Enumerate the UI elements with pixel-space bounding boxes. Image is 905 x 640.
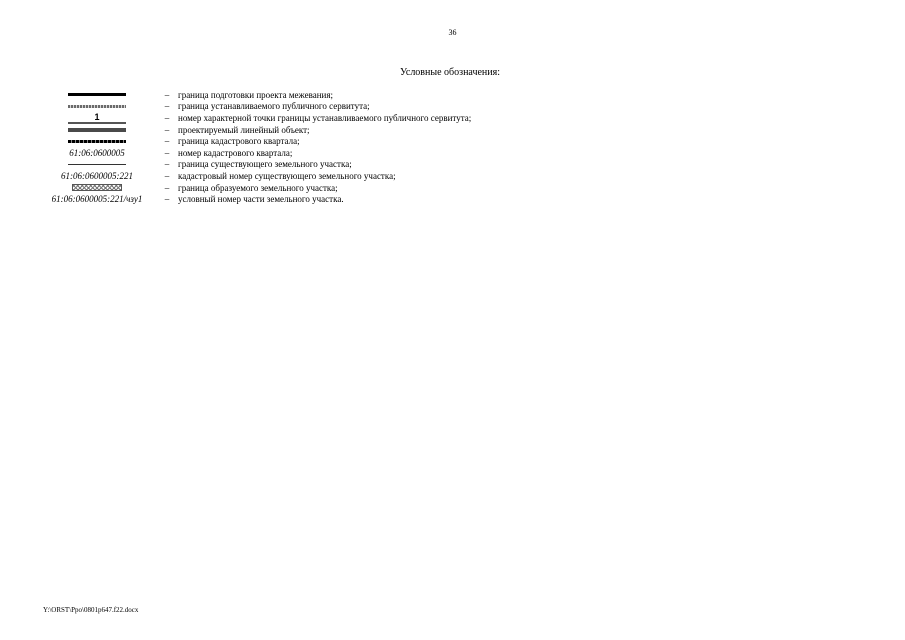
linear-object-symbol-icon [68, 128, 126, 132]
legend-row-servitude-boundary [38, 101, 598, 113]
legend-description: граница устанавливаемого публичного сервитута; [178, 101, 370, 112]
legend-dash: – [164, 101, 170, 112]
legend-dash: – [164, 170, 170, 181]
legend-symbol [38, 89, 156, 101]
legend-row-new-parcel-boundary [38, 182, 598, 194]
legend-row-cadastral-quarter-number [38, 147, 598, 159]
legend-dash: – [164, 147, 170, 158]
legend-dash: – [164, 194, 170, 205]
legend-symbol-text: 61:06:0600005 [69, 147, 125, 158]
footer-file-path: Y:\ORST\Ppo\0801p647.f22.docx [43, 606, 139, 614]
legend-dash: – [164, 89, 170, 100]
page-number: 36 [448, 28, 457, 37]
legend-symbol [38, 112, 156, 124]
legend-symbol-text: 61:06:0600005:221/чзу1 [51, 194, 143, 205]
legend-dash: – [164, 182, 170, 193]
legend-description: номер кадастрового квартала; [178, 147, 293, 158]
legend-row-existing-parcel-number [38, 170, 598, 182]
legend-description: номер характерной точки границы устанавливаемого публичного сервитута; [178, 112, 472, 123]
legend-description: кадастровый номер существующего земельного участка; [178, 170, 396, 181]
legend-row-parcel-part-number [38, 193, 598, 205]
legend-symbol [38, 182, 156, 194]
legend-row-linear-object [38, 124, 598, 136]
legend-description: условный номер части земельного участка. [178, 194, 344, 205]
legend-row-cadastral-quarter-boundary [38, 135, 598, 147]
legend [38, 89, 598, 205]
legend-dash: – [164, 159, 170, 170]
legend-symbol-text: 61:06:0600005:221 [61, 170, 133, 181]
legend-dash: – [164, 112, 170, 123]
legend-description: граница кадастрового квартала; [178, 136, 300, 147]
legend-row-planning-boundary [38, 89, 598, 101]
legend-symbol [38, 124, 156, 136]
solid-line-symbol-icon [68, 93, 126, 96]
legend-description: граница существующего земельного участка; [178, 159, 352, 170]
parcel-line-symbol-icon [68, 164, 126, 165]
legend-description: проектируемый линейный объект; [178, 124, 310, 135]
cadastral-line-symbol-icon [68, 140, 126, 143]
legend-description: граница подготовки проекта межевания; [178, 89, 334, 100]
legend-title: Условные обозначения: [400, 67, 501, 78]
legend-row-existing-parcel-boundary [38, 159, 598, 171]
servitude-line-symbol-icon [68, 105, 126, 108]
legend-symbol [38, 159, 156, 171]
hatched-area-symbol-icon [72, 184, 122, 191]
legend-dash: – [164, 124, 170, 135]
point-number-symbol: 1 [68, 112, 126, 123]
legend-dash: – [164, 136, 170, 147]
legend-description: граница образуемого земельного участка; [178, 182, 338, 193]
legend-symbol [38, 101, 156, 113]
legend-symbol [38, 135, 156, 147]
legend-row-point-number [38, 112, 598, 124]
